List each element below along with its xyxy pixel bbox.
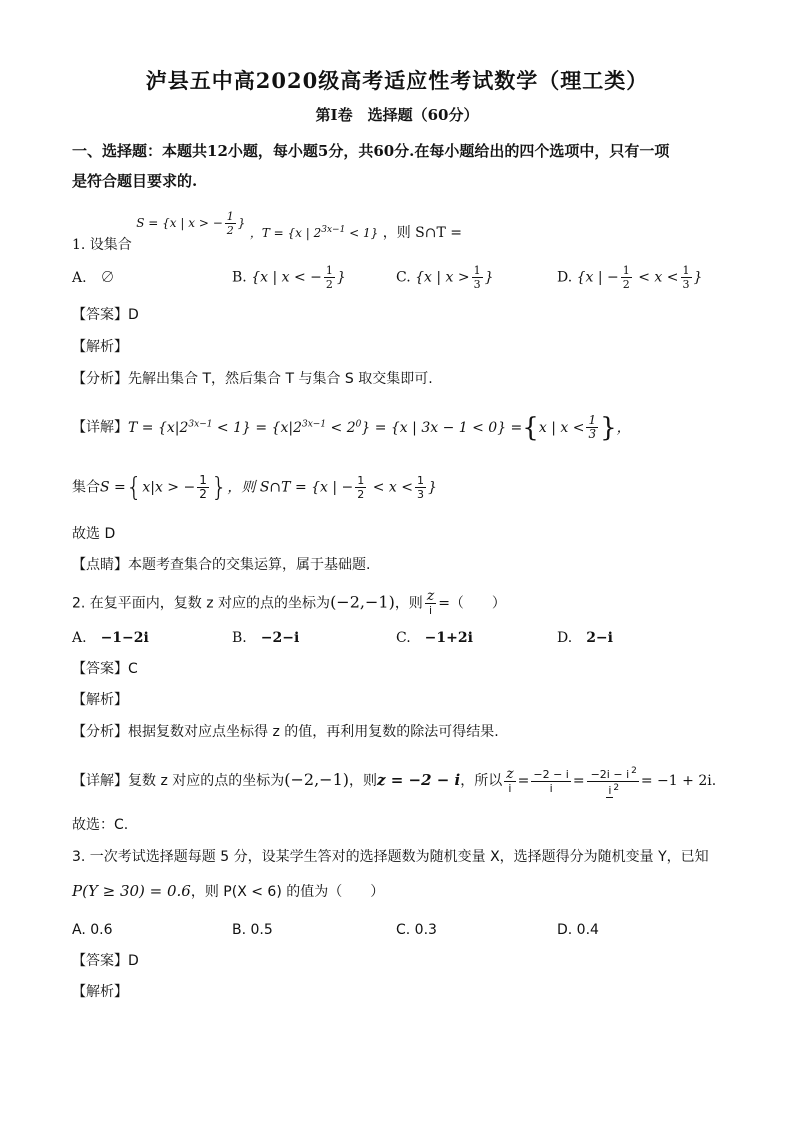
q2-detail-frac0 <box>504 765 515 795</box>
q1-stem-prefix: 1. 设集合 <box>72 237 132 253</box>
q1-option-c-label: C. <box>396 269 411 286</box>
q1-option-d-expr: {x | − <box>576 269 619 286</box>
q2-detail-point: (−2,−1) <box>284 770 349 790</box>
q2-option-a <box>72 631 149 645</box>
q1-option-c <box>396 264 494 291</box>
q1-detail-t: T = {x|2 <box>128 419 189 436</box>
q2-dot: . <box>711 773 717 790</box>
q2-detail-c: ，所以 <box>460 773 503 790</box>
q3-answer <box>72 954 139 968</box>
q2-den1: i <box>549 781 553 795</box>
q2-num2: −2i − i <box>590 767 630 781</box>
q2-option-c-label: C. <box>396 630 411 646</box>
q2-ask-post: =（ ） <box>438 595 506 612</box>
q2-stem <box>72 590 506 617</box>
q1-conclusion: 故选 D <box>72 526 116 542</box>
q2-d-z: z <box>506 765 514 782</box>
q1-detail-eq4: x | x < <box>538 419 585 436</box>
q2-point: (−2,−1) <box>330 592 395 612</box>
q1-detail-eq1: < 1} = {x|2 <box>212 419 302 436</box>
q2-option-b <box>232 631 299 645</box>
q1-option-b-frac <box>324 264 335 291</box>
q1-s-frac-den: 2 <box>226 224 234 237</box>
q2-num1: −2 − i <box>533 767 569 781</box>
section-heading-line2: 是符合题目要求的. <box>72 172 198 190</box>
q1-c-close: } <box>484 269 494 286</box>
q1-detail-tag: 【详解】 <box>72 419 128 436</box>
q1-option-d-frac2: $\frac{1}{3}$ <box>682 264 690 291</box>
q2-stem-text: 2. 在复平面内，复数 z 对应的点的坐标为 <box>72 595 331 612</box>
q1-option-c-frac: $\frac{1}{3}$ <box>473 264 481 291</box>
q1-detail-frac: $\frac{1}{3}$ <box>588 413 597 441</box>
q3-ask: ，则 P(X < 6) 的值为（ ） <box>190 884 385 900</box>
q2-ask-pre: ，则 <box>394 595 423 612</box>
q1-s-def: S = {x | x > − <box>136 216 223 230</box>
q3-option-d: D. 0.4 <box>557 922 599 938</box>
q1-option-d-frac1: $\frac{1}{2}$ <box>622 264 630 291</box>
q1-dianjing-text: 本题考查集合的交集运算，属于基础题. <box>128 557 371 573</box>
q1-fenxi-text: 先解出集合 T，然后集合 T 与集合 S 取交集即可. <box>128 371 433 387</box>
q3-stem-line2 <box>72 884 384 899</box>
q1-option-a: A. ∅ <box>72 270 115 286</box>
q2-jiexi: 【解析】 <box>72 692 128 708</box>
q1-set-s: S = <box>100 479 126 496</box>
q1-detail-end: ， <box>616 419 631 436</box>
q1-s-close: } <box>237 216 246 230</box>
q2-num2-sup: 2 <box>631 766 637 776</box>
q1-set-then: ，则 S∩T = {x | − <box>227 479 354 496</box>
q2-conclusion: 故选：C. <box>72 817 129 833</box>
q1-s-frac-num: 1 <box>226 210 234 223</box>
q1-set-frac: $\frac{1}{2}$ <box>199 473 207 501</box>
q2-detail-a: 复数 z 对应的点的坐标为 <box>128 773 285 790</box>
q1-option-d <box>557 264 702 291</box>
q1-set-line: 集合S ={x|x > − $\frac{1}{2}$ }，则 S∩T = {x | − $\frac{1}{2}$ < x < $\frac{1}{3}$ } <box>72 472 437 503</box>
q2-den2: i <box>608 784 612 798</box>
q1-d-mid: < x < <box>633 269 679 286</box>
q1-set-inner: x|x > − <box>142 479 196 496</box>
q2-detail-tag: 【详解】 <box>72 773 128 790</box>
q1-s-frac <box>225 210 236 237</box>
q1-detail-eq2: < 2 <box>326 419 356 436</box>
q1-b-num: 1 <box>325 264 333 277</box>
q1-t-tail: < 1} <box>345 226 379 240</box>
q2-option-c-val: −1+2i <box>424 630 473 646</box>
q2-option-d-val: 2−i <box>586 630 613 646</box>
page-title: 泸县五中高2020级高考适应性考试数学（理工类） <box>145 68 649 93</box>
q1-detail-expr: $T = \{x|2^{3x-1} < 1\} = \{x|2^{3x-1} < 2^0\} = \{x$ | 3x − 1 < 0} ={x | x < $\frac{1}{3}$ }， <box>128 412 631 443</box>
page-subtitle: 第I卷 选择题（60分） <box>315 106 479 124</box>
q1-set-close: } <box>428 479 437 496</box>
q1-fenxi <box>72 372 433 386</box>
q2-option-a-val: −1−2i <box>100 630 149 646</box>
q1-d-close: } <box>693 269 703 286</box>
q1-answer-tag: 【答案】 <box>72 307 128 323</box>
q2-d-i: i <box>508 781 512 795</box>
q1-answer-value: D <box>128 307 139 323</box>
q1-set-prefix: 集合 <box>72 479 100 496</box>
q2-answer <box>72 662 138 676</box>
q1-option-c-expr: {x | x > <box>415 269 470 286</box>
q1-detail-exp1: 3x−1 <box>188 418 213 429</box>
q3-option-a: A. 0.6 <box>72 922 113 938</box>
q2-option-d-label: D. <box>557 630 573 646</box>
q2-answer-tag: 【答案】 <box>72 661 128 677</box>
q3-stem-line1: 3. 一次考试选择题每题 5 分，设某学生答对的选择题数为随机变量 X，选择题得分为随机变量 Y，已知 <box>72 849 709 865</box>
q3-jiexi: 【解析】 <box>72 984 128 1000</box>
q1-b-close: } <box>336 269 346 286</box>
q3-option-b: B. 0.5 <box>232 922 273 938</box>
q1-t-exp: 3x−1 <box>321 225 346 235</box>
q1-set-s <box>136 210 246 237</box>
q1-option-b-label: B. <box>232 269 247 286</box>
q3-cond: P(Y ≥ 30) = 0.6 <box>72 882 191 900</box>
q2-frac-z: z <box>426 588 435 604</box>
q2-den2-sup: 2 <box>613 782 620 793</box>
q2-result: = −1 + 2i <box>640 773 712 790</box>
q2-fenxi <box>72 725 499 739</box>
q3-answer-value: D <box>128 953 139 969</box>
q2-stem-frac <box>425 590 436 617</box>
q1-stem <box>72 210 463 253</box>
q2-detail-z: z = −2 − i <box>377 771 461 790</box>
q3-option-c: C. 0.3 <box>396 922 437 938</box>
q2-option-d <box>557 631 613 645</box>
q1-option-b-expr: {x | x < − <box>251 269 322 286</box>
q1-set-mid: < x < <box>368 479 413 496</box>
q1-t-def: ，T = {x | 2 <box>249 226 322 240</box>
q2-fenxi-tag: 【分析】 <box>72 724 128 740</box>
q2-fenxi-text: 根据复数对应点坐标得 z 的值，再利用复数的除法可得结果. <box>128 724 499 740</box>
q2-detail-frac1 <box>531 768 570 795</box>
q1-ask: ，则 S∩T = <box>382 225 463 241</box>
q1-set-t <box>250 226 378 240</box>
q1-dianjing <box>72 558 370 572</box>
q1-detail-exp2: 3x−1 <box>302 418 327 429</box>
q1-fenxi-tag: 【分析】 <box>72 371 128 387</box>
q1-answer <box>72 308 139 322</box>
q1-option-d-label: D. <box>557 269 573 286</box>
section-heading-line1: 一、选择题：本题共12小题，每小题5分，共60分.在每小题给出的四个选项中，只有一项 <box>72 142 670 160</box>
q2-detail-b: ，则 <box>349 773 377 790</box>
q3-answer-tag: 【答案】 <box>72 953 128 969</box>
q1-b-den: 2 <box>325 278 333 291</box>
q2-option-b-val: −2−i <box>260 630 300 646</box>
q1-detail-exp0: 0 <box>355 418 362 429</box>
q1-dianjing-tag: 【点睛】 <box>72 557 128 573</box>
q2-option-b-label: B. <box>232 630 247 646</box>
q2-answer-value: C <box>128 661 138 677</box>
q1-set-frac3: $\frac{1}{3}$ <box>417 474 424 501</box>
q2-frac-i: i <box>428 604 433 617</box>
q2-option-c <box>396 631 473 645</box>
q2-option-a-label: A. <box>72 630 87 646</box>
q1-jiexi: 【解析】 <box>72 339 128 355</box>
q1-detail-eq3: } = {x | 3x − 1 < 0} = <box>361 419 523 436</box>
q2-detail: 【详解】复数 z 对应的点的坐标为(−2,−1)，则z = −2 − i，所以 $\frac{z}{i}$ = $\frac{-2 - i}{i}$ = $\frac{-2i - i ^2}{i ^2}$ = −1 + 2i. <box>72 765 717 798</box>
q2-detail-frac2 <box>587 765 639 797</box>
q1-set-frac2: $\frac{1}{2}$ <box>357 474 365 501</box>
q1-detail <box>72 414 631 441</box>
q1-option-b <box>232 264 346 291</box>
